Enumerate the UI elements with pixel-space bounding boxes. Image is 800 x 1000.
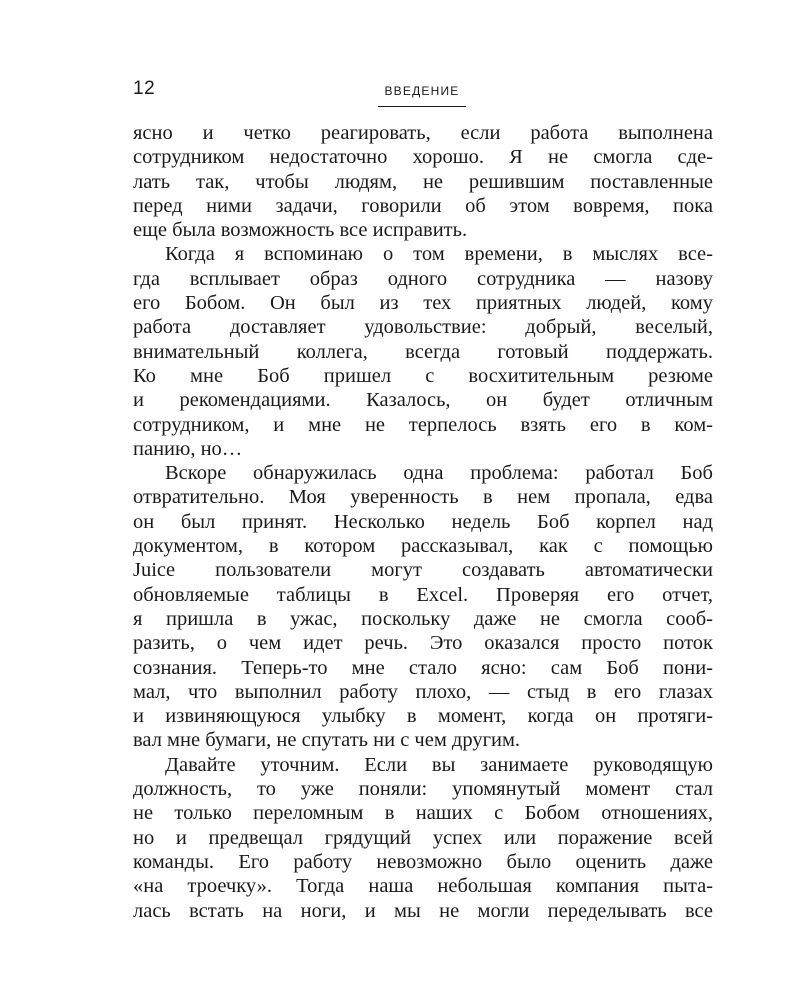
running-head-underline — [378, 106, 466, 107]
text-line: но и предвещал грядущий успех или поражение всей — [133, 826, 713, 849]
text-line: его Бобом. Он был из тех приятных людей, кому — [133, 292, 713, 315]
text-line: и извиняющуюся улыбку в момент, когда он протяги- — [133, 705, 713, 728]
text-line: отвратительно. Моя уверенность в нем пропала, едва — [133, 486, 713, 509]
text-line: Ко мне Боб пришел с восхитительным резюме — [133, 364, 713, 387]
text-line: он был принят. Несколько недель Боб корпел над — [133, 510, 713, 533]
text-line: разить, о чем идет речь. Это оказался просто поток — [133, 632, 713, 655]
text-line: Juice пользователи могут создавать автоматически — [133, 559, 713, 582]
text-line: еще была возможность все исправить. — [133, 219, 468, 242]
text-line: мал, что выполнил работу плохо, — стыд в его глазах — [133, 680, 713, 703]
paragraph-1 — [133, 121, 713, 242]
text-line: я пришла в ужас, поскольку даже не смогла сооб- — [133, 607, 713, 630]
text-line: вал мне бумаги, не спутать ни с чем другим. — [133, 729, 521, 752]
text-line: обновляемые таблицы в Excel. Проверяя его отчет, — [133, 583, 713, 606]
text-line: внимательный коллега, всегда готовый поддержать. — [133, 340, 713, 363]
text-line: перед ними задачи, говорили об этом вовремя, пока — [133, 194, 713, 217]
text-line: Вскоре обнаружилась одна проблема: работал Боб — [165, 462, 713, 485]
page-number: 12 — [133, 78, 156, 99]
text-line: сознания. Теперь-то мне стало ясно: сам Боб пони- — [133, 656, 713, 679]
text-line: и рекомендациями. Казалось, он будет отличным — [133, 389, 713, 412]
text-line: сотрудником, и мне не терпелось взять его в ком- — [133, 413, 713, 436]
text-line: гда всплывает образ одного сотрудника — назову — [133, 267, 713, 290]
body-text — [133, 121, 713, 923]
running-head: ВВЕДЕНИЕ — [384, 84, 460, 98]
text-line: ясно и четко реагировать, если работа выполнена — [133, 122, 713, 144]
text-line: команды. Его работу невозможно было оценить даже — [133, 850, 713, 873]
text-line: Давайте уточним. Если вы занимаете руководящую — [165, 753, 713, 776]
text-line: «на троечку». Тогда наша небольшая компания пыта- — [133, 875, 713, 898]
text-line: панию, но… — [133, 437, 243, 460]
text-line: лась встать на ноги, и мы не могли переделывать все — [133, 899, 713, 922]
text-line: сотрудником недостаточно хорошо. Я не смогла сде- — [133, 146, 713, 169]
text-line: не только переломным в наших с Бобом отношениях, — [133, 802, 713, 825]
text-line: Когда я вспоминаю о том времени, в мыслях все- — [165, 243, 713, 266]
paragraph-3 — [133, 461, 713, 753]
paragraph-2 — [133, 242, 713, 461]
text-line: работа доставляет удовольствие: добрый, веселый, — [133, 316, 713, 339]
text-line: документом, в котором рассказывал, как с помощью — [133, 535, 713, 558]
text-line: должность, то уже поняли: упомянутый момент стал — [133, 778, 713, 801]
paragraph-4 — [133, 753, 713, 923]
text-line: лать так, чтобы людям, не решившим поставленные — [133, 170, 713, 193]
